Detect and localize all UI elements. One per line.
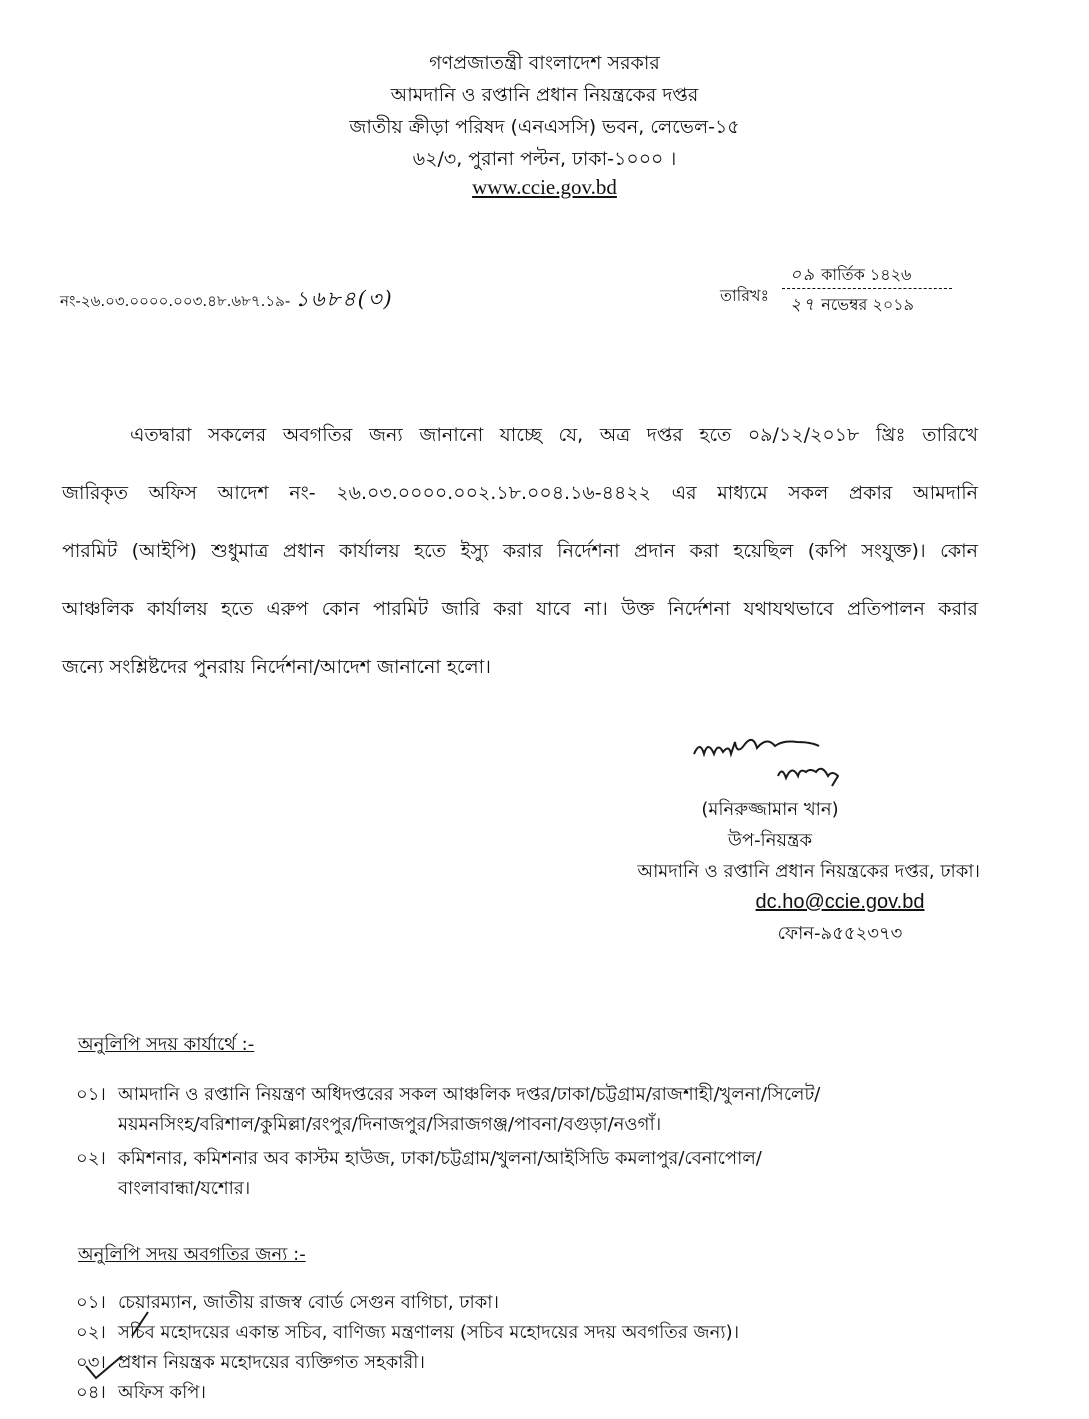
list-item-number: ০২। — [76, 1148, 106, 1169]
date-english-month-year: নভেম্বর ২০১৯ — [821, 295, 914, 314]
list-item-text: কমিশনার, কমিশনার অব কাস্টম হাউজ, ঢাকা/চট্টগ্রাম/খুলনা/আইসিডি কমলাপুর/বেনাপোল/ — [118, 1148, 762, 1169]
date-bangla-day: ০৯ — [790, 265, 817, 285]
list-item — [76, 1378, 206, 1408]
office-address: ৬২/৩, পুরানা পল্টন, ঢাকা-১০০০ । — [412, 148, 677, 170]
list-item — [76, 1080, 820, 1140]
list-item-number: ০২। — [76, 1322, 106, 1343]
signature-mark — [690, 730, 890, 790]
list-item — [76, 1348, 425, 1378]
date-bangla-month-year: কার্তিক ১৪২৬ — [821, 265, 912, 284]
list-item — [76, 1318, 739, 1348]
handwritten-tick — [84, 1352, 124, 1382]
list-item-text: প্রধান নিয়ন্ত্রক মহোদয়ের ব্যক্তিগত সহকারী। — [118, 1352, 425, 1373]
list-item-text-cont: ময়মনসিংহ/বরিশাল/কুমিল্লা/রংপুর/দিনাজপুর/সিরাজগঞ্জ/পাবনা/বগুড়া/নওগাঁ। — [118, 1114, 662, 1135]
date-english-day: ২৭ — [790, 295, 817, 315]
memo-handwritten-number: ১৬৮৪(৩) — [295, 287, 394, 311]
website-line — [0, 174, 1089, 201]
copies-info-title: অনুলিপি সদয় অবগতির জন্য :- — [78, 1244, 306, 1265]
list-item-text: সচিব মহোদয়ের একান্ত সচিব, বাণিজ্য মন্ত্রণালয় (সচিব মহোদয়ের সদয় অবগতির জন্য)। — [118, 1322, 740, 1343]
copies-action-title: অনুলিপি সদয় কার্যার্থে :- — [78, 1034, 255, 1055]
list-item-number: ০১। — [76, 1292, 106, 1313]
signatory-email[interactable]: dc.ho@ccie.gov.bd — [755, 891, 925, 913]
list-item-number: ০১। — [76, 1084, 106, 1105]
date-english — [790, 292, 914, 320]
handwritten-stroke — [126, 1310, 152, 1338]
body-line-5: জন্যে সংশ্লিষ্টদের পুনরায় নির্দেশনা/আদেশ জানানো হলো। — [62, 656, 491, 678]
list-item-text: চেয়ারম্যান, জাতীয় রাজস্ব বোর্ড সেগুন বাগিচা, ঢাকা। — [118, 1292, 499, 1313]
memo-number-text: নং-২৬.০৩.০০০০.০০৩.৪৮.৬৮৭.১৯- — [60, 292, 291, 310]
signature-block — [560, 794, 980, 949]
date-bangla — [790, 262, 911, 290]
signatory-name: (মনিরুজ্জামান খান) — [701, 799, 839, 820]
body-line-3: পারমিট (আইপি) শুধুমাত্র প্রধান কার্যালয় হতে ইস্যু করার নির্দেশনা প্রদান করা হয়েছিল (কপি সংযুক্ত)। কোন — [62, 540, 978, 562]
list-item — [76, 1144, 762, 1204]
signatory-phone: ফোন-৯৫৫২৩৭৩ — [777, 923, 903, 944]
body-line-4: আঞ্চলিক কার্যালয় হতে এরুপ কোন পারমিট জারি করা যাবে না। উক্ত নির্দেশনা যথাযথভাবে প্রতিপালন করার — [62, 598, 978, 620]
date-divider — [782, 288, 952, 289]
signatory-designation: উপ-নিয়ন্ত্রক — [727, 830, 813, 851]
date-label: তারিখঃ — [720, 286, 770, 305]
signatory-office: আমদানি ও রপ্তানি প্রধান নিয়ন্ত্রকের দপ্তর, ঢাকা। — [637, 861, 980, 882]
list-item-number: ০৪। — [76, 1382, 106, 1403]
list-item-number: ০৩। — [76, 1352, 106, 1373]
body-line-1: এতদ্বারা সকলের অবগতির জন্য জানানো যাচ্ছে যে, অত্র দপ্তর হতে ০৯/১২/২০১৮ খ্রিঃ তারিখে — [130, 424, 978, 446]
website-link[interactable]: www.ccie.gov.bd — [472, 175, 617, 199]
office-building: জাতীয় ক্রীড়া পরিষদ (এনএসসি) ভবন, লেভেল-১৫ — [349, 116, 740, 138]
memo-number — [60, 283, 394, 318]
list-item-text-cont: বাংলাবান্ধা/যশোর। — [118, 1178, 251, 1199]
list-item-text: অফিস কপি। — [118, 1382, 206, 1403]
list-item-text: আমদানি ও রপ্তানি নিয়ন্ত্রণ অধিদপ্তরের সকল আঞ্চলিক দপ্তর/ঢাকা/চট্টগ্রাম/রাজশাহী/খুলনা/সিলেট/ — [118, 1084, 821, 1105]
govt-name: গণপ্রজাতন্ত্রী বাংলাদেশ সরকার — [429, 52, 660, 74]
signatory-email-line — [560, 887, 980, 918]
body-line-2: জারিকৃত অফিস আদেশ নং- ২৬.০৩.০০০০.০০২.১৮.০০৪.১৬-৪৪২২ এর মাধ্যমে সকল প্রকার আমদানি — [62, 482, 978, 504]
office-name: আমদানি ও রপ্তানি প্রধান নিয়ন্ত্রকের দপ্তর — [390, 84, 699, 106]
